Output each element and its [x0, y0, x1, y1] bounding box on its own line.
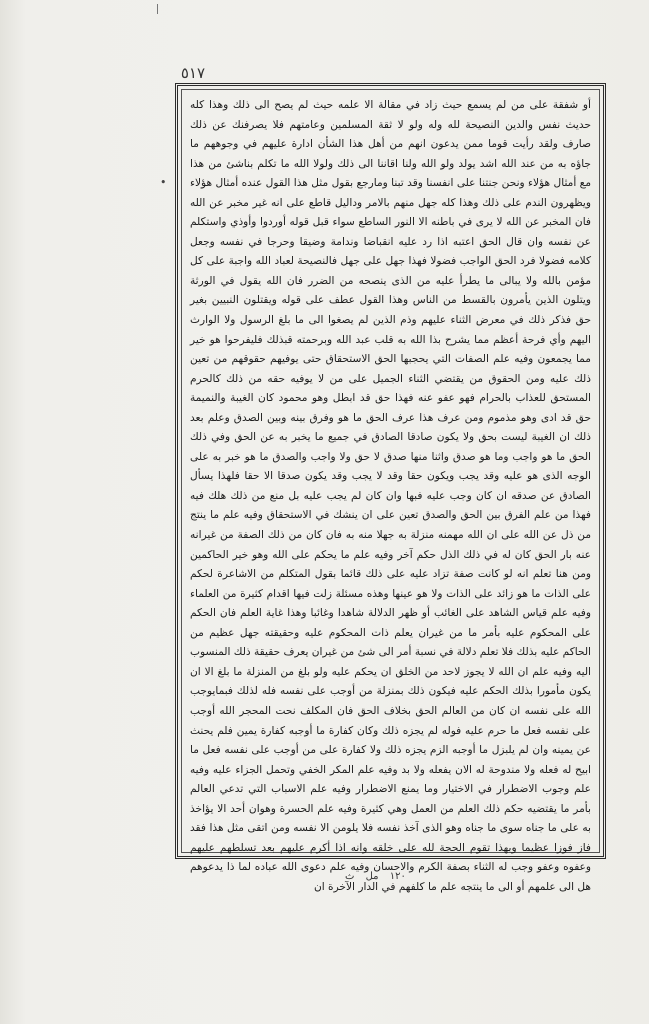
margin-bullet: •: [160, 176, 167, 189]
page-footer: ١٢٠ مل ث: [345, 871, 406, 882]
page-number: ٥١٧: [180, 64, 205, 82]
body-paragraph: أو شفقة على من لم يسمع حيث زاد في مقالة الا علمه حيث لم يصح الى ذلك وهذا كله حديث نفس والدين النصيحة لله وله ولو لا ثقة المسلمين وعامتهم فلا يصرفنك عن ذلك صارف ولقد رأيت قوما ممن يدعون انهم من أهل هذا الشأن ادارة عليهم في وجوههم ما جاؤه به من عند الله اشد يولد ولو الله ولنا اقاننا الى ذلك ولولا الله ما تكلم بناشئ من هذا مع أمثال هؤلاء ونحن جنتنا على انفسنا وقد تبنا ومارجع بقول مثل هذا القول عنده أمثال هؤلاء ويظهرون الندم على ذلك وهذا كله جهل منهم بالامر وداليل قاطع على انه غير مخبر عن الله فان المخبر عن الله لا يرى في باطنه الا النور الساطع سواء قبل قوله أوردوا وأوذي واستكلم عن نفسه وان قال الحق اعتبه اذا رد عليه انقباضا وندامة وضيقا وحرجا في نفسه وجعل كلامه فضولا فرد الحق الواجب فضولا فهذا جهل على جهل فالنصيحة لعباد الله واجبة على كل مؤمن بالله ولا يبالى ما يطرأ عليه من الذى ينصحه من الضرر فان الله يقول في الورثة ويتلون الذين يأمرون بالقسط من الناس وهذا القول عطف على قوله ويقتلون النبيين بغير حق فذكر ذلك في معرض الثناء عليهم وذم الذين لم يصغوا الى ما بلغ الرسول ولا الوارث اليهم وأي فرحة أعظم مما يشرح بذا الله به قلب عبد الله وبرحمته قبذلك فليفرحوا هو خير مما يجمعون وفيه علم الصفات التي يحجبها الحق الاستحقاق حتى يوفيهم حقوقهم من تعين ذلك عليه ومن الحقوق من يقتضي الثناء الجميل على من لا يوفيه حقه من ذلك كالحرم المستحق للعذاب بالحرام فهو عفو عنه فهذا حق قد ابطل وهو محمود كان الغيبة والنميمة حق قد ادى وهو مذموم ومن عرف هذا عرف الحق ما هو وفرق بينه وبين الصدق وعلم بعد ذلك ان الغيبة ليست بحق ولا يكون صادقا الصادق في جميع ما يخبر به عن الحق وفي ذلك الحق ما هو واجب وما هو صدق واثنا منها صدق لا حق ولا واجب والصدق ما هو خبر به على الوجه الذى هو عليه وقد يجب ويكون حقا وقد لا يجب وقد يكون صدقا الا حقا فلهذا يسأل الصادق عن صدقه ان كان وجب عليه فبها وان كان لم يجب عليه بل منع من ذلك هلك فيه فهذا من علم الفرق بين الحق والصدق تعين على ان ينشك في الاستحقاق وفيه علم ما ينتج من ذل عن الله على ان الله مهمنه منزلة به جهلا منه به فان كان من ذلك الصفة من غيرانه عنه بار الحق كان له في ذلك الذل حكم آخر وفيه علم ما يحكم على الله وهو خير الحاكمين ومن هنا تعلم انه لو كانت صفة تزاد عليه على ذلك قائما بقول المتكلم من الاشاعرة لحكم على الذات ما هو زائد على الذات ولا هو عينها وهذه مسئلة زلت فيها اقدام كثيرة من العلماء وفيه علم قياس الشاهد على الغائب أو ظهر الدلالة شاهدا وغائبا وهذا غاية العلم فان الحكم على المحكوم عليه بأمر ما من غيران يعلم ذات المحكوم عليه وحقيقته جهل عظيم من الحاكم عليه بذلك فلا تعلم دلالة في نسبة أمر الى شئ من غيران يعرف حقيقة ذلك المنسوب اليه وفيه علم ان الله لا يجوز لاحد من الخلق ان يحكم عليه ولو بلغ من المنزلة ما بلغ الا ان يكون مأمورا بذلك الحكم عليه فيكون ذلك بمنزلة من أوجب على نفسه فله لذلك فبمايوجب الله على نفسه ان كان من العالم الحق بخلاف الحق فان المكلف نحت المحجر الله أوجب على نفسه فعل ما حرم عليه فوله لم يجزه ذلك وكان كفارة ما أوجبه كفارة يمين فلم يحنث عن يمينه وان لم يلبزل ما أوجبه الزم يجزه ذلك ولا كفارة على من أوجب على نفسه فعل ما ابيح له فعله ولا مندوحة له الان يفعله ولا بد وفيه علم المكر الخفي وتحمل الجزاء عليه وفيه علم وجوب الاضطرار في الاختيار وما يمنع الاضطرار وفيه علم الاسباب التي تدعي العالم بأمر ما يقتضيه حكم ذلك العلم من العمل وهي كثيرة وفيه علم الحسرة وهوان أحد الا يؤاخذ به على ما جناه سوى ما جناه وهو الذى آخذ نفسه فلا يلومن الا نفسه ومن اتقى مثل هذا فقد فاز فوزا عظيما وبهذا تقوم الحجة لله على خلقه وانه اذا أكرم عليهم بعد تسلطهم عليهم وعفوه وعفو وجب له الثناء بصفة الكرم والاحسان وفيه علم دعوى الله عباده لما ذا يدعوهم هل الى علمهم أو الى ما ينتجه علم ما كلفهم في الدار الآخرة ان: [190, 99, 591, 893]
margin-mark: [157, 4, 158, 14]
